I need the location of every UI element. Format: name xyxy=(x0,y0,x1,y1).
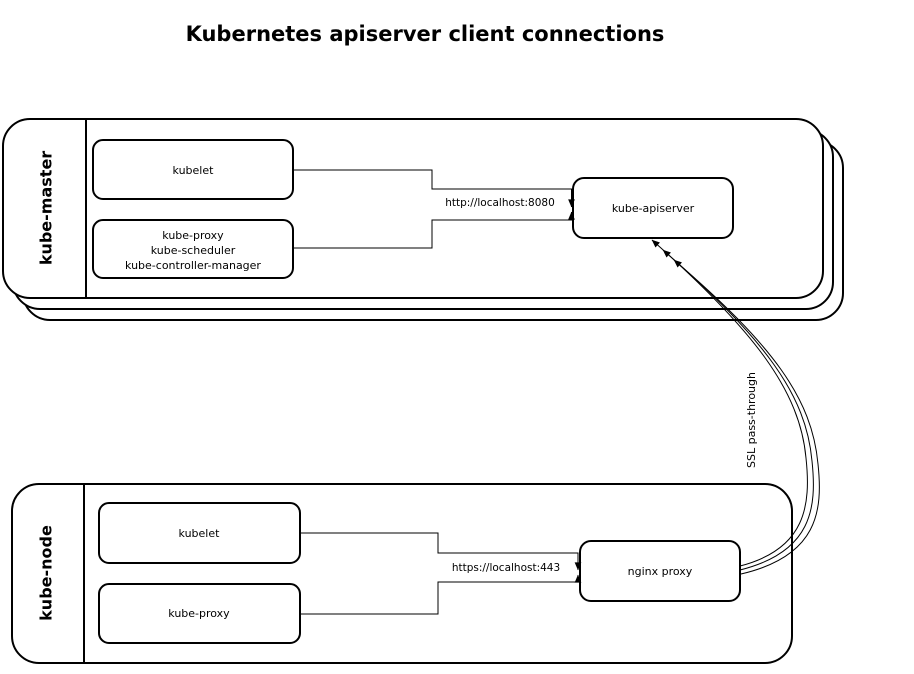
node-master-services-line2: kube-scheduler xyxy=(150,244,236,257)
node-nginx-proxy xyxy=(580,541,740,601)
edge-label-ssl-passthrough: SSL pass-through xyxy=(745,372,758,468)
node-kubelet-node xyxy=(99,503,300,563)
kube-node-label: kube-node xyxy=(36,525,56,621)
page-title: Kubernetes apiserver client connections xyxy=(185,22,665,46)
node-kube-proxy xyxy=(99,584,300,643)
node-master-services-line1: kube-proxy xyxy=(162,229,224,242)
kube-node-cluster xyxy=(12,484,792,663)
edge-label-http-localhost-8080: http://localhost:8080 xyxy=(445,197,555,209)
node-master-services-line3: kube-controller-manager xyxy=(125,259,261,272)
node-kube-apiserver-label: kube-apiserver xyxy=(611,202,695,215)
node-nginx-proxy-label: nginx proxy xyxy=(627,565,693,578)
kube-master-label: kube-master xyxy=(36,150,56,266)
node-kube-apiserver xyxy=(573,178,733,238)
node-kube-proxy-label: kube-proxy xyxy=(168,607,230,620)
kube-master-cluster xyxy=(3,119,843,320)
node-kubelet-master-label: kubelet xyxy=(172,164,214,177)
edge-label-https-localhost-443: https://localhost:443 xyxy=(451,562,561,574)
node-kubelet-node-label: kubelet xyxy=(178,527,220,540)
node-kubelet-master xyxy=(93,140,293,199)
node-master-services xyxy=(93,220,293,278)
